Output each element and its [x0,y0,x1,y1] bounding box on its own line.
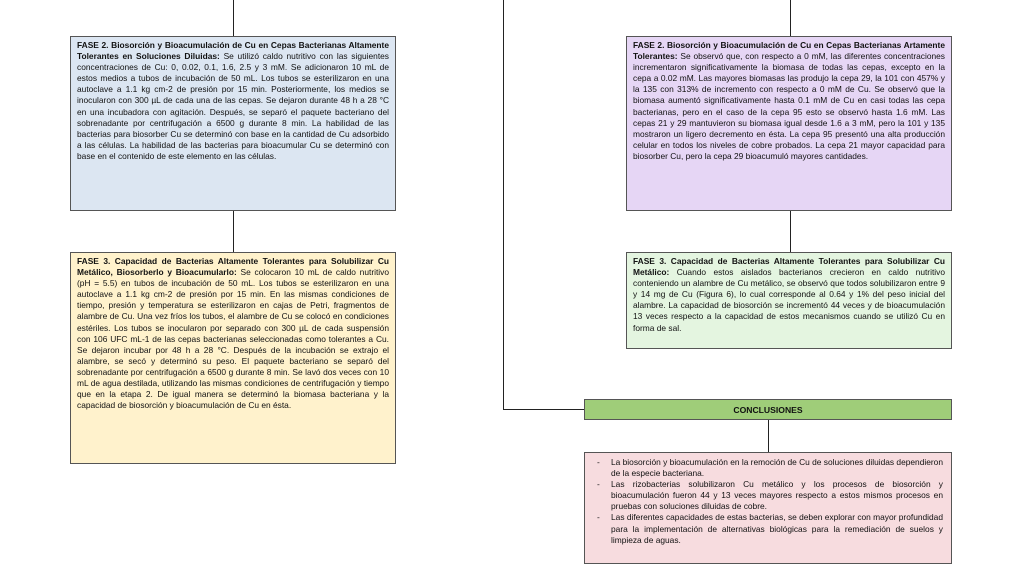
right-fase2-body: Se observó que, con respecto a 0 mM, las diferentes concentraciones incrementaron significativamente la biomasa de todas las cepas, excepto en la cepa a 0.02 mM. Las mayores biomasas las produjo la cepa 29, la 101 con 457% y la 135 con 313% de incremento con respecto a 0 mM de Cu. Se observó que la biomasa aumentó significativamente hasta 0.1 mM de Cu en casi todas las cepa bacterianas, pero en el caso de la cepa 95 esto se observó hasta 1.6 mM. Las cepas 21 y 29 mantuvieron su biomasa igual desde 1.6 a 3 mM, pero la 101 y 135 mostraron un ligero decremento en ésta. La cepa 95 presentó una alta producción celular en todos los niveles de cobre probados. La cepa 21 mayor capacidad para biosorber Cu, pero la cepa 29 bioacumuló mayores cantidades. [633,51,945,161]
connector-right-middle [790,211,791,252]
left-fase3-title: FASE 3. Capacidad de Bacterias Altamente Tolerantes para Solubilizar Cu Metálico, Biosorberlo y Bioacumularlo: [77,256,389,278]
right-fase3-title: FASE 3. Capacidad de Bacterias Altamente Tolerantes para Solubilizar Cu Metálico: [633,256,945,278]
connector-left-top [233,0,234,36]
conclusion-item: - Las rizobacterias solubilizaron Cu metálico y los procesos de biosorción y bioacumulación fueron 44 y 13 veces mayores respecto a estos mismos procesos en pruebas con soluciones diluidas de cobre. [611,479,943,512]
left-fase3-body: Se colocaron 10 mL de caldo nutritivo (pH = 5.5) en tubos de incubación de 50 mL. Los tubos se esterilizaron en una autoclave a 1.1 kg cm-2 de presión por 15 min. En las mismas condiciones de tiempo, presión y temperatura se esterilizaron en cajas de Petri, fragmentos de alambre de Cu. Una vez fríos los tubos, el alambre de Cu se colocó en condiciones estériles. Los tubos se inocularon por separado con 300 µL de cada suspensión con 106 UFC mL-1 de las cepas bacterianas seleccionadas como tolerantes a Cu. Se dejaron incubar por 48 h a 28 °C. Después de la incubación se extrajo el alambre, se secó y determinó su peso. El paquete bacteriano se separó del sobrenadante por centrifugación a 6500 g durante 8 min. Se lavó dos veces con 10 mL de agua destilada, utilizando las mismas condiciones de centrifugación y tiempo que en la etapa 2. De igual manera se determinó la biomasa bacteriana y la capacidad de biosorción y bioacumulación de Cu en ésta. [77,267,389,411]
conclusions-box [584,452,952,564]
right-fase3-body: Cuando estos aislados bacterianos crecieron en caldo nutritivo conteniendo un alambre de Cu metálico, se observó que todos solubilizaron entre 9 y 14 mg de Cu (Figura 6), lo cual corresponde al 0.64 y 1% del peso inicial del alambre. La capacidad de biosorción se incrementó 44 veces y de bioacumulación 13 veces respecto a la capacidad de estos mecanismos cuando se utilizó Cu en forma de sal. [633,267,945,333]
conclusions-title: CONCLUSIONES [733,404,803,415]
left-fase2-box [70,36,396,211]
connector-left-middle [233,211,234,252]
connector-center-horizontal [503,409,584,410]
connector-center-vertical [503,0,504,410]
right-fase2-box [626,36,952,211]
left-fase3-box [70,252,396,464]
conclusion-item: - La biosorción y bioacumulación en la remoción de Cu de soluciones diluidas dependieron de la especie bacteriana. [611,457,943,479]
conclusions-header [584,399,952,420]
connector-right-top [790,0,791,36]
left-fase2-title: FASE 2. Biosorción y Bioacumulación de Cu en Cepas Bacterianas Altamente Tolerantes en Soluciones Diluidas: [77,40,389,62]
right-fase3-box [626,252,952,349]
conclusion-item: - Las diferentes capacidades de estas bacterias, se deben explorar con mayor profundidad para la implementación de alternativas biológicas para la remediación de suelos y limpieza de aguas. [611,512,943,545]
right-fase2-title: FASE 2. Biosorción y Bioacumulación de Cu en Cepas Bacterianas Artamente Tolerantes: [633,40,945,62]
connector-conclusions [768,420,769,452]
left-fase2-body: Se utilizó caldo nutritivo con las siguientes concentraciones de Cu: 0, 0.02, 0.1, 1.6, 2.5 y 3 mM. Se adicionaron 10 mL de estos medios a tubos de incubación de 50 mL. Los tubos se esterilizaron en una autoclave a 1.1 kg cm-2 de presión por 15 min. Posteriormente, los medios se inocularon con 300 µL de cada una de las cepas. Se dejaron durante 48 h a 28 °C en una incubadora con agitación. Después, se separó el paquete bacteriano del sobrenadante por centrifugación a 6500 g durante 8 min. La habilidad de las bacterias para biosorber Cu se determinó con base en la cantidad de Cu adsorbido a las células. La habilidad de las bacterias para bioacumular Cu se determinó con base en el contenido de este elemento en las células. [77,51,389,161]
conclusions-list [595,457,943,546]
